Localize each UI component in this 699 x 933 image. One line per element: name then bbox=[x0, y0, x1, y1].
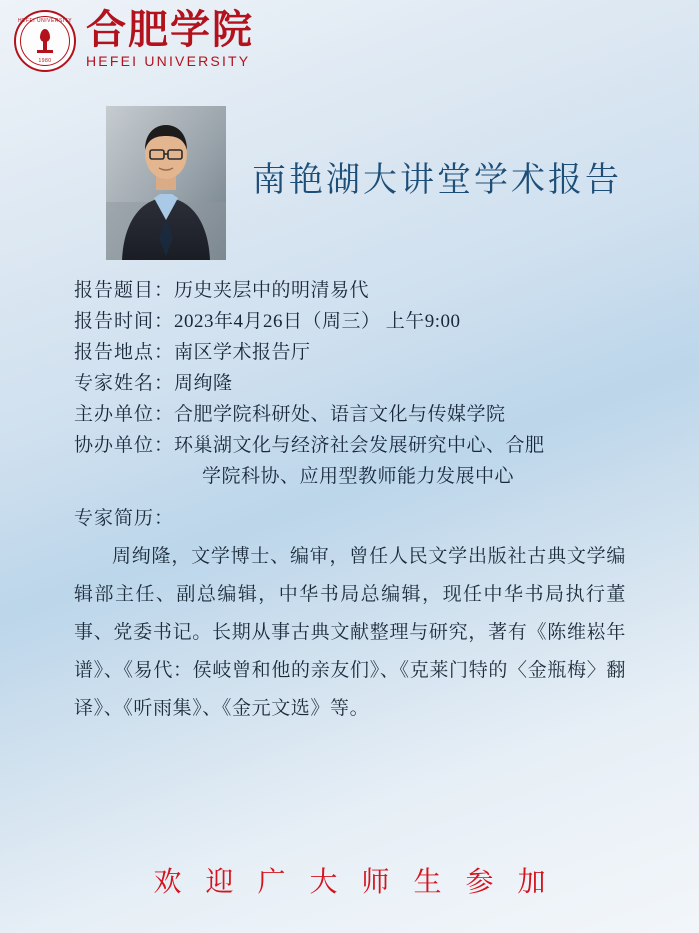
page-title: 南艳湖大讲堂学术报告 bbox=[252, 162, 622, 199]
info-row-topic bbox=[74, 275, 634, 306]
torch-icon bbox=[34, 29, 56, 53]
info-label: 主办单位： bbox=[74, 404, 175, 425]
info-row-speaker bbox=[74, 368, 634, 399]
university-seal-icon bbox=[14, 10, 76, 72]
info-value: 合肥学院科研处、语言文化与传媒学院 bbox=[174, 404, 506, 425]
info-label: 协办单位： bbox=[74, 435, 175, 456]
info-value-continuation: 学院科协、应用型教师能力发展中心 bbox=[202, 466, 515, 487]
speaker-portrait bbox=[106, 106, 226, 260]
info-label: 报告时间： bbox=[74, 311, 175, 332]
university-logo bbox=[14, 7, 254, 72]
info-label: 报告题目： bbox=[74, 280, 175, 301]
info-row-location bbox=[74, 337, 634, 368]
info-value: 2023年4月26日（周三） 上午9:00 bbox=[174, 311, 461, 332]
bio-heading: 专家简历： bbox=[74, 508, 175, 529]
info-value: 周绚隆 bbox=[174, 373, 233, 394]
welcome-footer: 欢迎广大师生参加 bbox=[153, 867, 570, 898]
info-label: 报告地点： bbox=[74, 342, 175, 363]
torch-base bbox=[37, 50, 53, 53]
seal-bottom-text: 1980 bbox=[38, 58, 52, 64]
info-value: 环巢湖文化与经济社会发展研究中心、合肥 bbox=[174, 435, 545, 456]
info-value: 南区学术报告厅 bbox=[174, 342, 311, 363]
info-row-organizer bbox=[74, 399, 634, 430]
bio-text: 周绚隆，文学博士、编审，曾任人民文学出版社古典文学编辑部主任、副总编辑，中华书局总编辑，现任中华书局执行董事、党委书记。长期从事古典文献整理与研究，著有《陈维崧年谱》、《易代：侯岐曾和他的亲友们》、《克莱门特的〈金瓶梅〉翻译》、《听雨集》、《金元文选》等。 bbox=[74, 546, 626, 719]
info-label: 专家姓名： bbox=[74, 373, 175, 394]
info-value: 历史夹层中的明清易代 bbox=[174, 280, 370, 301]
event-info-block bbox=[74, 275, 634, 492]
info-row-time bbox=[74, 306, 634, 337]
seal-top-text: HEFEI UNIVERSITY bbox=[17, 18, 73, 24]
university-wordmark bbox=[86, 7, 254, 72]
info-row-co-organizer bbox=[74, 430, 634, 461]
university-name-en: HEFEI UNIVERSITY bbox=[86, 53, 251, 70]
university-name-cn: 合肥学院 bbox=[86, 7, 254, 53]
